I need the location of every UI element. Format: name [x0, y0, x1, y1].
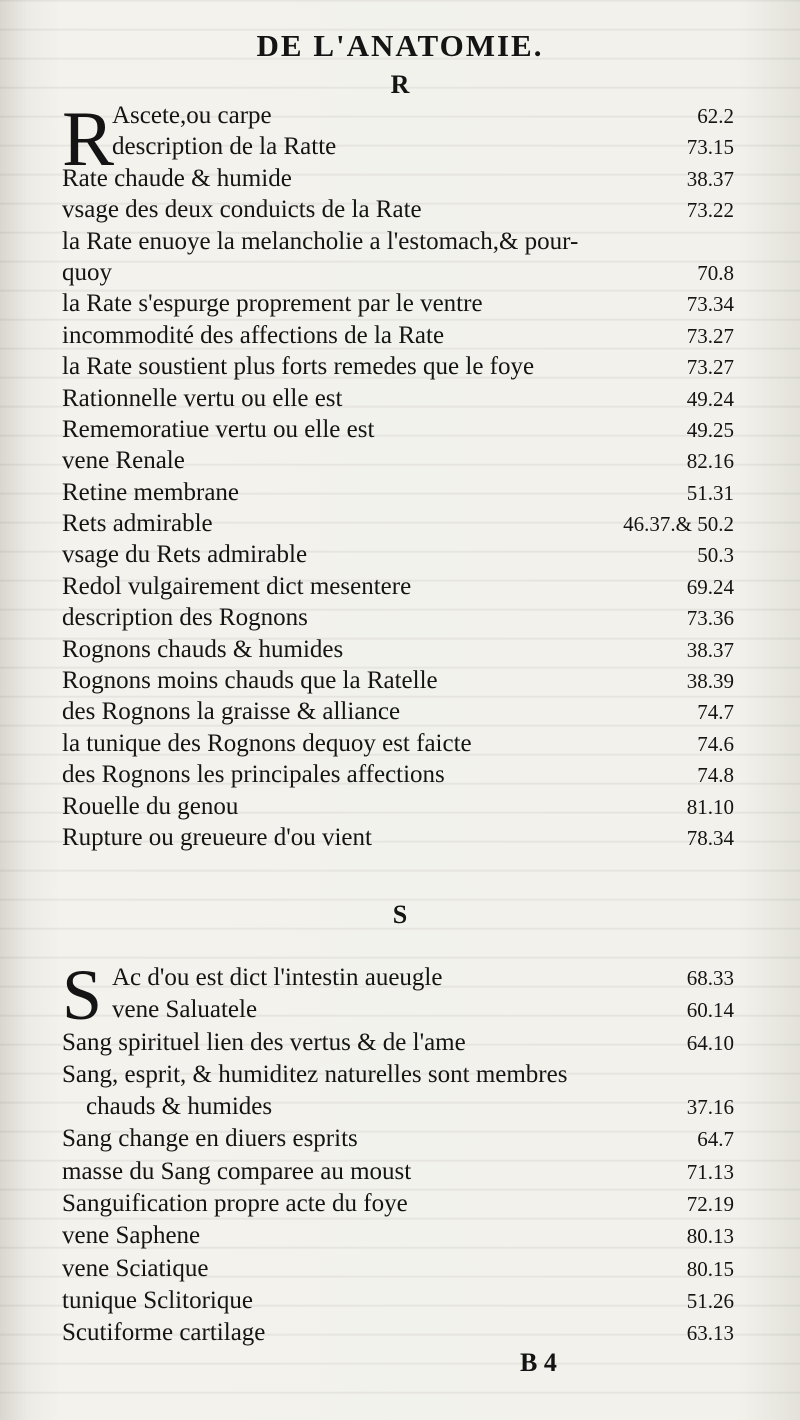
entry-text: chauds & humides: [86, 1093, 273, 1121]
entry-page: 51.31: [686, 480, 734, 505]
entry-page: 72.19: [686, 1192, 734, 1217]
entry-text: tunique Sclitorique: [62, 1286, 253, 1314]
entry-page: 38.37: [686, 637, 734, 662]
entry-page: 73.22: [686, 198, 734, 223]
entry-page: 71.13: [686, 1159, 734, 1184]
index-entry: [62, 1027, 734, 1059]
entry-page: 73.27: [686, 355, 734, 380]
index-entry: [62, 351, 734, 382]
index-entry: [62, 728, 734, 759]
entry-text: la tunique des Rognons dequoy est faicte: [62, 729, 472, 757]
index-entry: [62, 1156, 734, 1188]
index-entry: [62, 994, 734, 1026]
entry-page: 51.26: [686, 1288, 734, 1313]
entry-text: Rets admirable: [62, 510, 213, 538]
index-entry: [62, 100, 734, 131]
entry-page: 80.13: [686, 1224, 734, 1249]
entry-page: 50.3: [697, 543, 734, 568]
entry-page: 74.7: [697, 700, 734, 725]
entry-page: 64.10: [686, 1030, 734, 1055]
entry-text: Rate chaude & humide: [62, 164, 292, 192]
index-section-s: [62, 955, 734, 1350]
entry-text: description de la Ratte: [112, 133, 337, 161]
entry-page: 62.2: [697, 104, 734, 128]
signature-mark: B 4: [520, 1348, 557, 1377]
entry-text: Rupture ou greueure d'ou vient: [62, 823, 372, 851]
entry-page: 49.24: [686, 386, 734, 411]
entry-page: 81.10: [686, 794, 734, 819]
entry-text: vene Sciatique: [62, 1254, 209, 1282]
index-entry: [62, 257, 734, 288]
section-letter-r: R: [390, 70, 410, 99]
entry-page: 38.37: [686, 166, 734, 191]
index-entry: [62, 226, 734, 257]
index-entry: [62, 1253, 734, 1285]
index-entry: [62, 194, 734, 225]
running-header: DE L'ANATOMIE.: [256, 28, 544, 63]
entry-text: Sang spirituel lien des vertus & de l'ame: [62, 1028, 466, 1056]
entry-page: 74.8: [697, 763, 734, 788]
index-entry: [62, 414, 734, 445]
entry-text: Rognons chauds & humides: [62, 635, 344, 663]
drop-cap-s: S: [62, 955, 103, 1035]
index-entry: [62, 131, 734, 162]
entry-page: 60.14: [686, 998, 734, 1023]
entry-page: 73.27: [686, 323, 734, 348]
index-entry: [62, 634, 734, 665]
index-entry: [62, 602, 734, 633]
entry-text: masse du Sang comparee au moust: [62, 1157, 412, 1185]
entry-text: Sang, esprit, & humiditez naturelles sont membres: [62, 1060, 568, 1088]
entry-page: 63.13: [686, 1321, 734, 1346]
index-entry: [62, 759, 734, 790]
entry-page: 73.15: [686, 135, 734, 160]
index-entry: [62, 791, 734, 822]
entry-page: 49.25: [686, 417, 734, 442]
entry-text: des Rognons les principales affections: [62, 761, 445, 789]
entry-page: 70.8: [697, 260, 734, 285]
entry-page: 78.34: [686, 825, 734, 850]
entry-page: 68.33: [686, 966, 734, 990]
entry-page: 73.36: [686, 606, 734, 631]
entry-text: Ascete,ou carpe: [112, 102, 272, 129]
index-entry: [62, 539, 734, 570]
entry-text: vsage du Rets admirable: [62, 541, 308, 569]
entry-page: 69.24: [686, 574, 734, 599]
index-entry: [62, 445, 734, 476]
index-entry: [62, 288, 734, 319]
index-entry: [62, 1091, 734, 1123]
entry-text: Rationnelle vertu ou elle est: [62, 384, 343, 412]
index-entry: [62, 1220, 734, 1252]
entry-text: des Rognons la graisse & alliance: [62, 698, 401, 726]
entry-text: Scutiforme cartilage: [62, 1319, 266, 1347]
entry-page: 82.16: [686, 449, 734, 474]
section-letter-s: S: [392, 900, 408, 929]
index-entry: [62, 320, 734, 351]
index-entry: [62, 696, 734, 727]
entry-page: 38.39: [686, 669, 734, 694]
index-entry: [62, 508, 734, 539]
entry-text: la Rate enuoye la melancholie a l'estomach,& pour-: [62, 227, 579, 255]
entry-text: vene Saluatele: [112, 996, 258, 1024]
entry-text: la Rate soustient plus forts remedes que le foye: [62, 353, 535, 381]
entry-text: description des Rognons: [62, 604, 308, 632]
entry-text: Sang change en diuers esprits: [62, 1125, 358, 1153]
index-entry: [62, 665, 734, 696]
index-entry: [62, 1059, 734, 1091]
index-entry: [62, 822, 734, 853]
index-entry: [62, 163, 734, 194]
entry-page: 64.7: [697, 1127, 734, 1152]
index-entry: [62, 571, 734, 602]
entry-text: vsage des deux conduicts de la Rate: [62, 196, 422, 224]
index-entry: [62, 1123, 734, 1155]
entry-text: Retine membrane: [62, 478, 240, 506]
entry-page: 74.6: [697, 731, 734, 756]
drop-cap-r: R: [62, 95, 115, 182]
entry-text: Sanguification propre acte du foye: [62, 1190, 408, 1218]
entry-text: quoy: [62, 258, 112, 286]
index-entry: [62, 962, 734, 994]
entry-page: 46.37.& 50.2: [623, 512, 734, 537]
entry-text: Rognons moins chauds que la Ratelle: [62, 667, 438, 695]
entry-text: Redol vulgairement dict mesentere: [62, 572, 412, 600]
index-section-r: [62, 95, 734, 853]
index-entry: [62, 1188, 734, 1220]
entry-text: la Rate s'espurge proprement par le ventre: [62, 290, 483, 318]
entry-text: vene Saphene: [62, 1222, 201, 1250]
entry-text: vene Renale: [62, 447, 185, 475]
index-entry: [62, 1317, 734, 1349]
entry-text: Ac d'ou est dict l'intestin aueugle: [112, 964, 443, 991]
entry-text: incommodité des affections de la Rate: [62, 321, 445, 349]
index-entry: [62, 477, 734, 508]
entry-page: 80.15: [686, 1256, 734, 1281]
entry-text: Rememoratiue vertu ou elle est: [62, 415, 375, 443]
entry-page: 73.34: [686, 292, 734, 317]
index-entry: [62, 383, 734, 414]
entry-text: Rouelle du genou: [62, 792, 239, 820]
index-entry: [62, 1285, 734, 1317]
entry-page: 37.16: [686, 1095, 734, 1120]
